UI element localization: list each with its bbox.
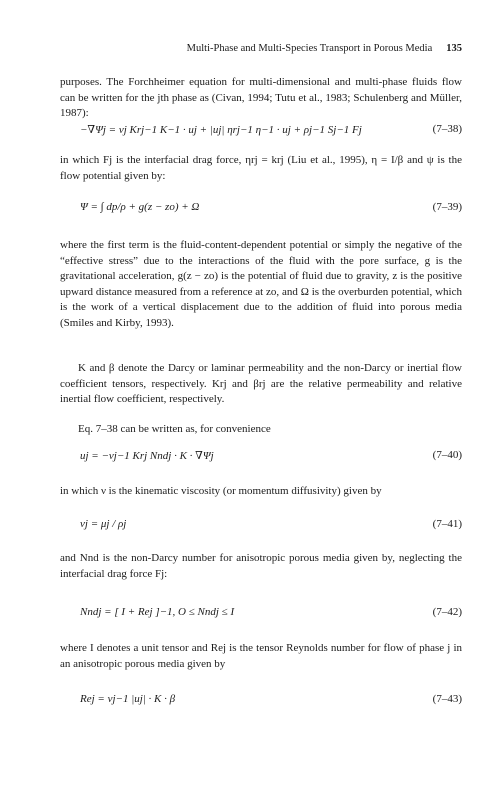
equation-number: (7–42) <box>432 606 462 618</box>
running-header <box>60 43 462 57</box>
equation-number: (7–43) <box>432 693 462 705</box>
equation-7-39 <box>80 199 462 221</box>
paragraph-reynolds-number: where I denotes a unit tensor and Rej is the tensor Reynolds number for flow of phase j in an anisotropic porous media given by <box>60 642 462 670</box>
equation-number: (7–39) <box>432 201 462 213</box>
paragraph-permeability: K and β denote the Darcy or laminar permeability and the non-Darcy or inertial flow coefficient tensors, respectively. Krj and βrj are the relative permeability and relative inertial flow coefficient, respectively. <box>60 362 462 405</box>
paragraph-drag-force: in which Fj is the interfacial drag force, ηrj = krj (Liu et al., 1995), η = I/β and ψ is the flow potential given by: <box>60 154 462 182</box>
equation-7-41 <box>80 516 462 538</box>
equation-expression: uj = −νj−1 Krj Nndj · K · ∇Ψj <box>80 450 214 462</box>
paragraph-potential-explanation: where the first term is the fluid-content-dependent potential or simply the negative of the “effective stress” due to the interactions of the fluid with the pore surface, g is the gravitational acceleration, g(z − zo) is the potential of fluid due to gravity, z is the positive upward distance measured from a reference at zo, and Ω is the overburden potential, which is the work of a vertical displacement due to the addition of fluid into porous media (Smiles and Kirby, 1993). <box>60 239 462 329</box>
equation-expression: −∇Ψj = νj Krj−1 K−1 · uj + |uj| ηrj−1 η−1 · uj + ρj−1 Sj−1 Fj <box>80 124 362 136</box>
equation-expression: Rej = νj−1 |uj| · K · β <box>80 693 176 705</box>
equation-expression: Ψ = ∫ dp/ρ + g(z − zo) + Ω <box>80 201 200 213</box>
equation-7-38 <box>80 121 462 143</box>
equation-number: (7–40) <box>432 449 462 461</box>
equation-expression: νj = μj / ρj <box>80 518 127 530</box>
equation-7-42 <box>80 604 462 626</box>
equation-expression: Nndj = [ I + Rej ]−1, O ≤ Nndj ≤ I <box>80 606 235 618</box>
paragraph-kinematic-viscosity: in which ν is the kinematic viscosity (or momentum diffusivity) given by <box>60 485 382 497</box>
equation-number: (7–41) <box>432 518 462 530</box>
paragraph-forchheimer-intro: purposes. The Forchheimer equation for multi-dimensional and multi-phase fluids flow can be written for the jth phase as (Civan, 1994; Tutu et al., 1983; Schulenberg and Müller, 1987): <box>60 76 462 119</box>
paragraph-non-darcy-number: and Nnd is the non-Darcy number for anisotropic porous media given by, neglecting the interfacial drag force Fj: <box>60 552 462 580</box>
equation-7-43 <box>80 691 462 713</box>
equation-7-40 <box>80 447 462 469</box>
running-title: Multi-Phase and Multi-Species Transport in Porous Media <box>186 43 433 54</box>
paragraph-convenience: Eq. 7–38 can be written as, for convenience <box>78 423 271 435</box>
equation-number: (7–38) <box>432 123 462 135</box>
page-number: 135 <box>446 43 462 54</box>
